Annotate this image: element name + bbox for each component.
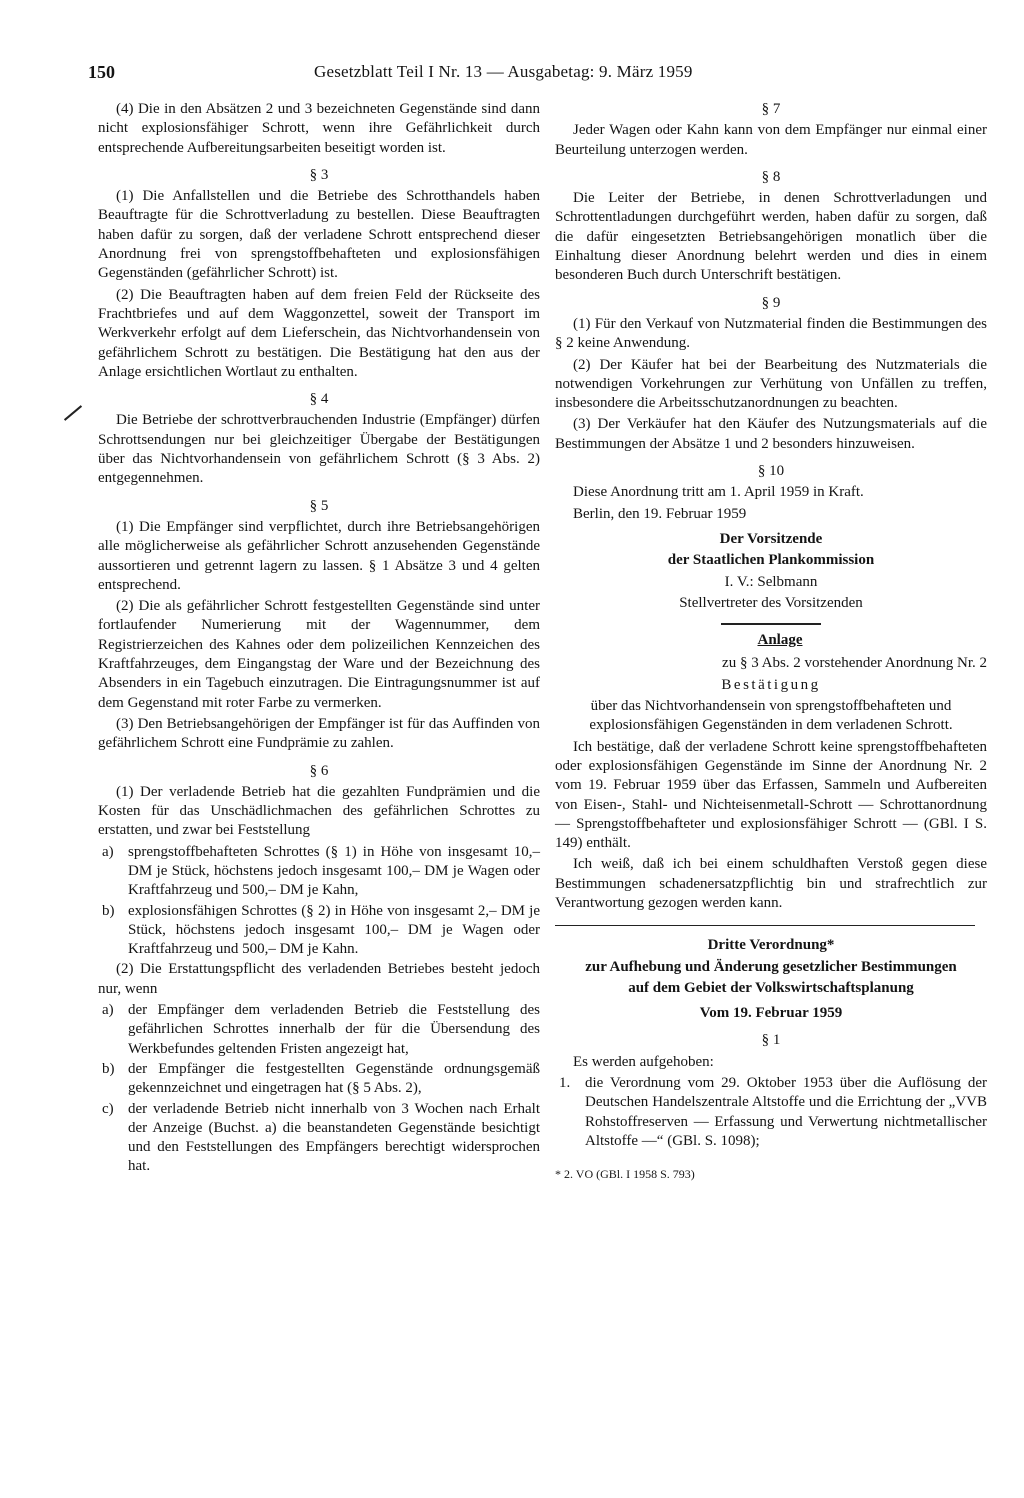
signer-title: Der Vorsitzende — [719, 530, 823, 547]
paragraph: (2) Die Beauftragten haben auf dem freien Feld der Rückseite des Frachtbriefes und auf dem Waggonzettel, soweit der Transport im Werkverkehr erfolgt auf dem Lieferschein, das Nichtvorhandensein von gefährlichem Schrott zu bestätigen. Die Bestätigung hat den aus der Anlage ersichtlichen Wortlaut zu enthalten. — [98, 286, 540, 380]
list-label: b) — [102, 902, 115, 919]
divider — [721, 623, 821, 625]
ordinance-title-line3: auf dem Gebiet der Volkswirtschaftsplanung — [628, 979, 914, 996]
list-text: explosionsfähigen Schrottes (§ 2) in Höhe von insgesamt 2,– DM je Stück, höchstens jedoch insgesamt 100,– DM je Wagen oder Kraftfahrzeug und 500,– DM je Kahn. — [128, 902, 540, 958]
right-column — [555, 100, 987, 1187]
footnote: * 2. VO (GBl. I 1958 S. 793) — [555, 1167, 695, 1182]
paragraph: (1) Für den Verkauf von Nutzmaterial finden die Bestimmungen des § 2 keine Anwendung. — [555, 315, 987, 352]
list-text: der Empfänger die festgestellten Gegenstände ordnungsgemäß gekennzeichnet und eingetragen hat (§ 5 Abs. 2), — [128, 1060, 540, 1097]
list-label: 1. — [559, 1075, 571, 1092]
section-heading: § 6 — [309, 762, 329, 779]
list-label: a) — [102, 1002, 114, 1019]
paragraph: (1) Die Anfallstellen und die Betriebe des Schrotthandels haben Beauftragte für die Schrottverladung zu bestellen. Diese Beauftragten haben dafür zu sorgen, daß der verladene Schrott entsprechend dieser Anordnung frei von sprengstoffbehafteten und explosionsfähigen Gegenständen (gefährlicher Schrott) ist. — [98, 188, 540, 282]
list-text: die Verordnung vom 29. Oktober 1953 über die Auflösung der Deutschen Handelszentrale Altstoffe und die Errichtung der „VVB Rohstoffreserven — Erfassung und Verwertung nichtmetallischer Altstoffe —“ (GBl. S. 1098); — [585, 1075, 987, 1149]
ordinance-title: Dritte Verordnung* — [707, 937, 835, 954]
paragraph: (2) Die Erstattungspflicht des verladenden Betriebes besteht jedoch nur, wenn — [98, 961, 540, 997]
confirmation-subtitle: über das Nichtvorhandensein von sprengstoffbehafteten und explosionsfähigen Gegenständen in dem verladenen Schrott. — [589, 698, 953, 734]
list-label: c) — [102, 1100, 114, 1117]
paragraph: (1) Der verladende Betrieb hat die gezahlten Fundprämien und die Kosten für das Unschädlichmachen des gefährlichen Schrottes zu erstatten, und zwar bei Feststellung — [98, 783, 540, 839]
section-heading: § 4 — [309, 391, 329, 408]
paragraph: Ich weiß, daß ich bei einem schuldhaften Verstoß gegen diese Bestimmungen schadenersatzpflichtig bin und strafrechtlich zur Verantwortung gezogen werden kann. — [555, 856, 987, 911]
left-column — [98, 100, 540, 1178]
list-text: sprengstoffbehafteten Schrottes (§ 1) in Höhe von insgesamt 10,– DM je Stück, höchstens jedoch insgesamt 100,– DM je Wagen oder Kraftfahrzeug und 500,– DM je Kahn, — [128, 843, 540, 899]
annex-title: Anlage — [757, 632, 803, 649]
signer-name: I. V.: Selbmann — [724, 573, 818, 590]
ordinance-date: Vom 19. Februar 1959 — [699, 1005, 843, 1022]
section-heading: § 8 — [761, 168, 781, 185]
paragraph: (3) Der Verkäufer hat den Käufer des Nutzungsmaterials auf die Bestimmungen der Absätze 1 und 2 besonders hinzuweisen. — [555, 416, 987, 452]
list-item — [98, 902, 540, 960]
section-heading: § 3 — [309, 166, 329, 183]
page-header — [88, 62, 988, 88]
annex-reference: zu § 3 Abs. 2 vorstehender Anordnung Nr. 2 — [722, 655, 987, 672]
section-heading: § 5 — [309, 497, 329, 514]
list-label: b) — [102, 1060, 115, 1077]
list-text: der verladende Betrieb nicht innerhalb von 3 Wochen nach Erhalt der Anzeige (Buchst. a) die beanstandeten Gegenstände besichtigt und den Feststellungen des Empfängers berechtigt widersprochen hat. — [128, 1100, 540, 1175]
page-number: 150 — [88, 62, 115, 82]
place-date: Berlin, den 19. Februar 1959 — [573, 505, 747, 522]
list-item — [555, 1074, 987, 1151]
signer-role: Stellvertreter des Vorsitzenden — [679, 594, 863, 611]
running-title: Gesetzblatt Teil I Nr. 13 — Ausgabetag: 9. März 1959 — [314, 62, 693, 81]
paragraph: Jeder Wagen oder Kahn kann von dem Empfänger nur einmal einer Beurteilung unterzogen werden. — [555, 122, 987, 158]
section-heading: § 1 — [761, 1032, 781, 1049]
list-item — [98, 1060, 540, 1099]
paragraph: Es werden aufgehoben: — [573, 1053, 714, 1070]
list-label: a) — [102, 843, 114, 860]
signer-institution: der Staatlichen Plankommission — [667, 552, 875, 569]
list-item — [98, 843, 540, 901]
paragraph: (2) Die als gefährlicher Schrott festgestellten Gegenstände sind unter fortlaufender Numerierung mit der Wagennummer, dem Registrierzeichen des Kahnes oder dem polizeilichen Kennzeichen des Kraftfahrzeuges, dem Eingangstag der Ware und der Bezeichnung des Absenders in ein Tagebuch einzutragen. Die Eintragungsnummer ist auf dem Gegenstand mit roter Farbe zu vermerken. — [98, 598, 540, 711]
section-heading: § 9 — [761, 294, 781, 311]
list-item — [98, 1001, 540, 1059]
paragraph: (1) Die Empfänger sind verpflichtet, durch ihre Betriebsangehörigen alle möglicherweise als gefährlicher Schrott anzusehenden Gegenstände aussortieren und getrennt lagern zu lassen. § 1 Absätze 3 und 4 gelten entsprechend. — [98, 518, 540, 593]
section-heading: § 7 — [761, 101, 781, 117]
confirmation-title: Bestätigung — [721, 676, 821, 693]
margin-mark — [64, 405, 82, 421]
paragraph: Die Leiter der Betriebe, in denen Schrottverladungen und Schrottentladungen durchgeführt werden, haben dafür zu sorgen, daß die dafür eingesetzten Betriebsangehörigen monatlich über die Einhaltung dieser Anordnung belehrt werden und dies in einem besonderen Buch durch Unterschrift bestätigen. — [555, 190, 987, 284]
paragraph: (2) Der Käufer hat bei der Bearbeitung des Nutzmaterials die notwendigen Vorkehrungen zur Verhütung von Unfällen zu treffen, insbesondere die Arbeitsschutzanordnungen zu beachten. — [555, 356, 987, 412]
paragraph: Ich bestätige, daß der verladene Schrott keine sprengstoffbehafteten oder explosionsfähigen Gegenstände im Sinne der Anordnung Nr. 2 vom 19. Februar 1959 über das Erfassen, Sammeln und Aufbereiten von Eisen-, Stahl- und Nichteisenmetall-Schrott — Schrottanordnung — Sprengstoffbehafteter und explosionsfähiger Schrott — (GBl. I S. 149) enthält. — [555, 738, 987, 852]
ordinance-title-line2: zur Aufhebung und Änderung gesetzlicher Bestimmungen — [585, 958, 957, 975]
list-item — [98, 1100, 540, 1177]
paragraph: Die Betriebe der schrottverbrauchenden Industrie (Empfänger) dürfen Schrottsendungen nur bei gleichzeitiger Übergabe der Bestätigungen über das Nichtvorhandensein von gefährlichem Schrott (§ 3 Abs. 2) entgegennehmen. — [98, 412, 540, 487]
section-heading: § 10 — [757, 463, 785, 480]
signature-block — [555, 530, 987, 613]
divider — [555, 925, 975, 926]
paragraph: (4) Die in den Absätzen 2 und 3 bezeichneten Gegenstände sind dann nicht explosionsfähiger Schrott, wenn ihre Gefährlichkeit durch entsprechende Aufbereitungsarbeiten beseitigt worden ist. — [98, 101, 540, 156]
list-text: der Empfänger dem verladenden Betrieb die Feststellung des gefährlichen Schrottes innerhalb der für die Übersendung des Werkbefundes geltenden Fristen angezeigt hat, — [128, 1002, 540, 1057]
paragraph: Diese Anordnung tritt am 1. April 1959 in Kraft. — [573, 484, 864, 501]
paragraph: (3) Den Betriebsangehörigen der Empfänger ist für das Auffinden von gefährlichem Schrott eine Fundprämie zu zahlen. — [98, 715, 540, 752]
